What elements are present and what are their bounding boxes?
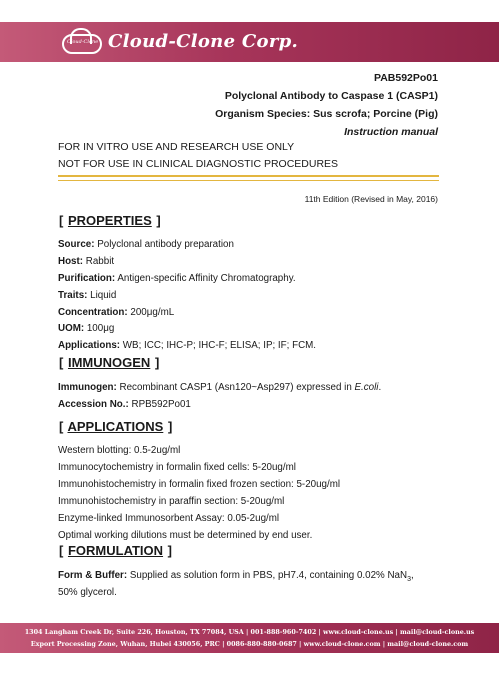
edition-note: 11th Edition (Revised in May, 2016) bbox=[304, 194, 438, 204]
application-item: Immunohistochemistry in formalin fixed frozen section: 5-20ug/ml bbox=[58, 479, 341, 490]
property-uom: UOM: 100μg bbox=[58, 323, 115, 334]
brand-logo bbox=[58, 26, 298, 56]
section-applications: [ APPLICATIONS ] bbox=[59, 419, 173, 434]
property-traits: Traits: Liquid bbox=[58, 290, 117, 301]
property-source: Source: Polyclonal antibody preparation bbox=[58, 239, 234, 250]
clinical-use-notice: NOT FOR USE IN CLINICAL DIAGNOSTIC PROCEDURES bbox=[58, 158, 339, 170]
section-formulation: [ FORMULATION ] bbox=[59, 543, 173, 558]
footer-prc-address: Export Processing Zone, Wuhan, Hubei 430056, PRC | 0086-880-880-0687 | www.cloud-clone.com | mail@cloud-clone.com bbox=[30, 640, 469, 648]
accession-number: Accession No.: RPB592Po01 bbox=[58, 399, 191, 410]
footer-us-address: 1304 Langham Creek Dr, Suite 226, Houston, TX 77084, USA | 001-888-960-7402 | www.cloud-clone.us | mail@cloud-clone.us bbox=[24, 628, 475, 636]
cloud-logo-icon: Cloud-Clone bbox=[58, 26, 102, 56]
research-use-notice: FOR IN VITRO USE AND RESEARCH USE ONLY bbox=[58, 141, 295, 153]
property-purification: Purification: Antigen-specific Affinity Chromatography. bbox=[58, 273, 296, 284]
formulation-glycerol: 50% glycerol. bbox=[58, 587, 117, 598]
property-applications: Applications: WB; ICC; IHC-P; IHC-F; ELISA; IP; IF; FCM. bbox=[58, 340, 317, 351]
document-type: Instruction manual bbox=[344, 126, 438, 138]
organism-species: Organism Species: Sus scrofa; Porcine (Pig) bbox=[215, 108, 438, 120]
application-item: Enzyme-linked Immunosorbent Assay: 0.05-2ug/ml bbox=[58, 513, 280, 524]
property-concentration: Concentration: 200μg/mL bbox=[58, 307, 175, 318]
immunogen-detail: Immunogen: Recombinant CASP1 (Asn120~Asp297) expressed in E.coli. bbox=[58, 382, 382, 393]
product-code: PAB592Po01 bbox=[373, 72, 438, 84]
application-item: Immunohistochemistry in paraffin section: 5-20ug/ml bbox=[58, 496, 285, 507]
property-host: Host: Rabbit bbox=[58, 256, 115, 267]
section-properties: [ PROPERTIES ] bbox=[59, 213, 161, 228]
divider-thick bbox=[58, 175, 439, 177]
formulation-buffer: Form & Buffer: Supplied as solution form in PBS, pH7.4, containing 0.02% NaN$_3$, bbox=[58, 570, 414, 583]
divider-thin bbox=[58, 180, 439, 181]
application-item: Immunocytochemistry in formalin fixed cells: 5-20ug/ml bbox=[58, 462, 296, 473]
application-item: Western blotting: 0.5-2ug/ml bbox=[58, 445, 181, 456]
application-item: Optimal working dilutions must be determined by end user. bbox=[58, 530, 313, 541]
section-immunogen: [ IMMUNOGEN ] bbox=[59, 355, 160, 370]
brand-name: Cloud-Clone Corp. bbox=[108, 30, 299, 52]
product-name: Polyclonal Antibody to Caspase 1 (CASP1) bbox=[224, 90, 438, 102]
